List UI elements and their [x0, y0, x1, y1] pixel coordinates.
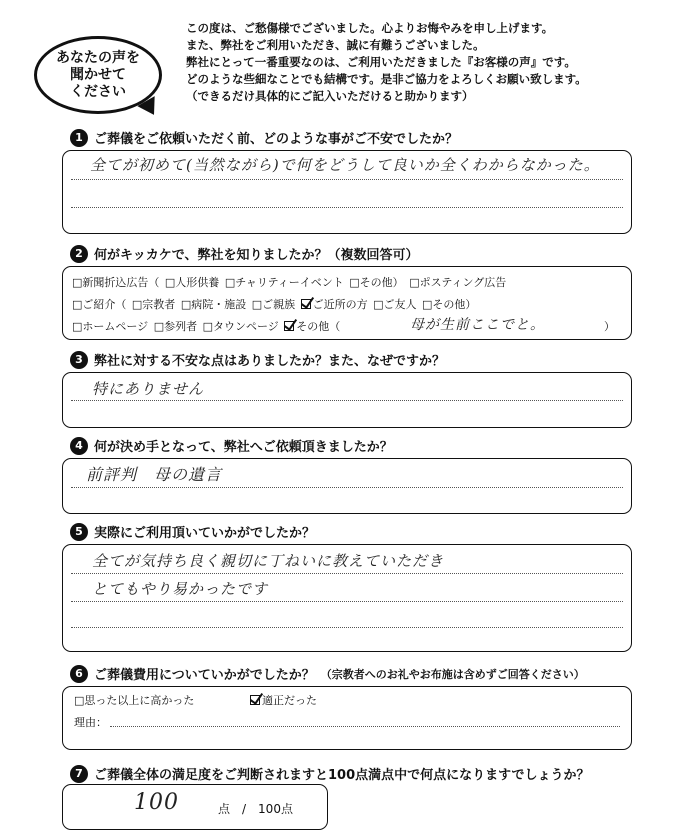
q6-number: 6: [70, 665, 88, 683]
opt-fair[interactable]: 適正だった: [262, 694, 317, 707]
opt-newspaper[interactable]: □新聞折込広告（: [72, 276, 160, 289]
q2-close-paren: ）: [604, 320, 615, 333]
opt-other-3[interactable]: その他（: [296, 320, 341, 333]
other-checkbox[interactable]: [284, 321, 294, 331]
q5-answer-line-2: とてもやり易かったです: [92, 580, 269, 598]
opt-friend[interactable]: □ご友人: [373, 298, 417, 311]
q7-score: 100: [134, 790, 179, 815]
opt-other-2[interactable]: □その他）: [422, 298, 477, 311]
q7-heading: [70, 764, 590, 783]
q2-row-3: [72, 318, 342, 334]
q1-number: 1: [70, 129, 88, 147]
q3-answer: 特にありません: [92, 380, 205, 398]
opt-townpage[interactable]: □タウンページ: [202, 320, 279, 333]
q2-question: 何がキッカケで、弊社を知りましたか？（複数回答可）: [94, 248, 419, 263]
intro-line-5: （できるだけ具体的にご記入いただけると助かります）: [186, 89, 474, 103]
q1-question: ご葬儀をご依頼いただく前、どのような事がご不安でしたか？: [94, 132, 459, 147]
bubble-line-3: ください: [70, 83, 126, 100]
q5-answer-line-1: 全てが気持ち良く親切に丁ねいに教えていただき: [92, 552, 445, 570]
q6-question: ご葬儀費用についていかがでしたか？: [94, 668, 315, 683]
q5-heading: [70, 522, 315, 541]
intro-text: [186, 20, 676, 105]
q1-heading: [70, 128, 458, 147]
q3-heading: [70, 350, 445, 369]
q7-score-suffix: 点 / 100点: [218, 802, 293, 816]
q6-reason-label: 理由：: [74, 716, 107, 729]
opt-other-1[interactable]: □その他）: [349, 276, 404, 289]
opt-homepage[interactable]: □ホームページ: [72, 320, 149, 333]
q4-number: 4: [70, 437, 88, 455]
q6-heading: [70, 664, 585, 683]
q7-question: ご葬儀全体の満足度をご判断されますと100点満点中で何点になりますでしょうか？: [94, 768, 590, 783]
intro-line-1: この度は、ご愁傷様でございました。心よりお悔やみを申し上げます。: [186, 21, 554, 35]
neighbor-checkbox[interactable]: [301, 299, 311, 309]
q5-number: 5: [70, 523, 88, 541]
intro-line-2: また、弊社をご利用いただき、誠に有難うございました。: [186, 38, 485, 52]
bubble-line-2: 聞かせて: [70, 66, 126, 83]
q4-answer: 前評判 母の遺言: [86, 465, 223, 484]
q5-question: 実際にご利用頂いていかがでしたか？: [94, 526, 316, 541]
bubble-line-1: あなたの声を: [56, 49, 140, 66]
opt-relatives[interactable]: □ご親族: [251, 298, 296, 311]
q7-number: 7: [70, 765, 88, 783]
q1-answer: 全てが初めて(当然ながら)で何をどうして良いか全くわからなかった。: [90, 156, 600, 174]
q2-row-2: [72, 296, 478, 312]
q2-row-1: [72, 274, 508, 290]
opt-fair-row: [250, 692, 317, 708]
q6-note: （宗教者へのお礼やお布施は含めずご回答ください）: [320, 667, 585, 681]
q6-reason-line[interactable]: [110, 726, 620, 727]
opt-attendee[interactable]: □参列者: [153, 320, 198, 333]
q3-number: 3: [70, 351, 88, 369]
q2-number: 2: [70, 245, 88, 263]
q4-heading: [70, 436, 393, 455]
q2-other-answer: 母が生前ここでと。: [410, 317, 545, 333]
opt-posting-ad[interactable]: □ポスティング広告: [409, 276, 507, 289]
opt-too-expensive[interactable]: □思った以上に高かった: [74, 694, 195, 707]
opt-hospital[interactable]: □病院・施設: [180, 298, 247, 311]
q4-question: 何が決め手となって、弊社へご依頼頂きましたか？: [94, 440, 393, 455]
intro-line-3: 弊社にとって一番重要なのは、ご利用いただきました『お客様の声』です。: [186, 55, 576, 69]
fair-checkbox[interactable]: [250, 695, 260, 705]
opt-referral[interactable]: □ご紹介（: [72, 298, 127, 311]
opt-neighbor[interactable]: ご近所の方: [312, 298, 368, 311]
opt-doll-memorial[interactable]: □人形供養: [164, 276, 220, 289]
opt-clergy[interactable]: □宗教者: [131, 298, 176, 311]
q2-heading: [70, 244, 418, 263]
q3-question: 弊社に対する不安な点はありましたか？また、なぜですか？: [94, 354, 446, 369]
opt-charity-event[interactable]: □チャリティーイベント: [224, 276, 344, 289]
intro-line-4: どのような些細なことでも結構です。是非ご協力をよろしくお願い致します。: [186, 72, 587, 86]
